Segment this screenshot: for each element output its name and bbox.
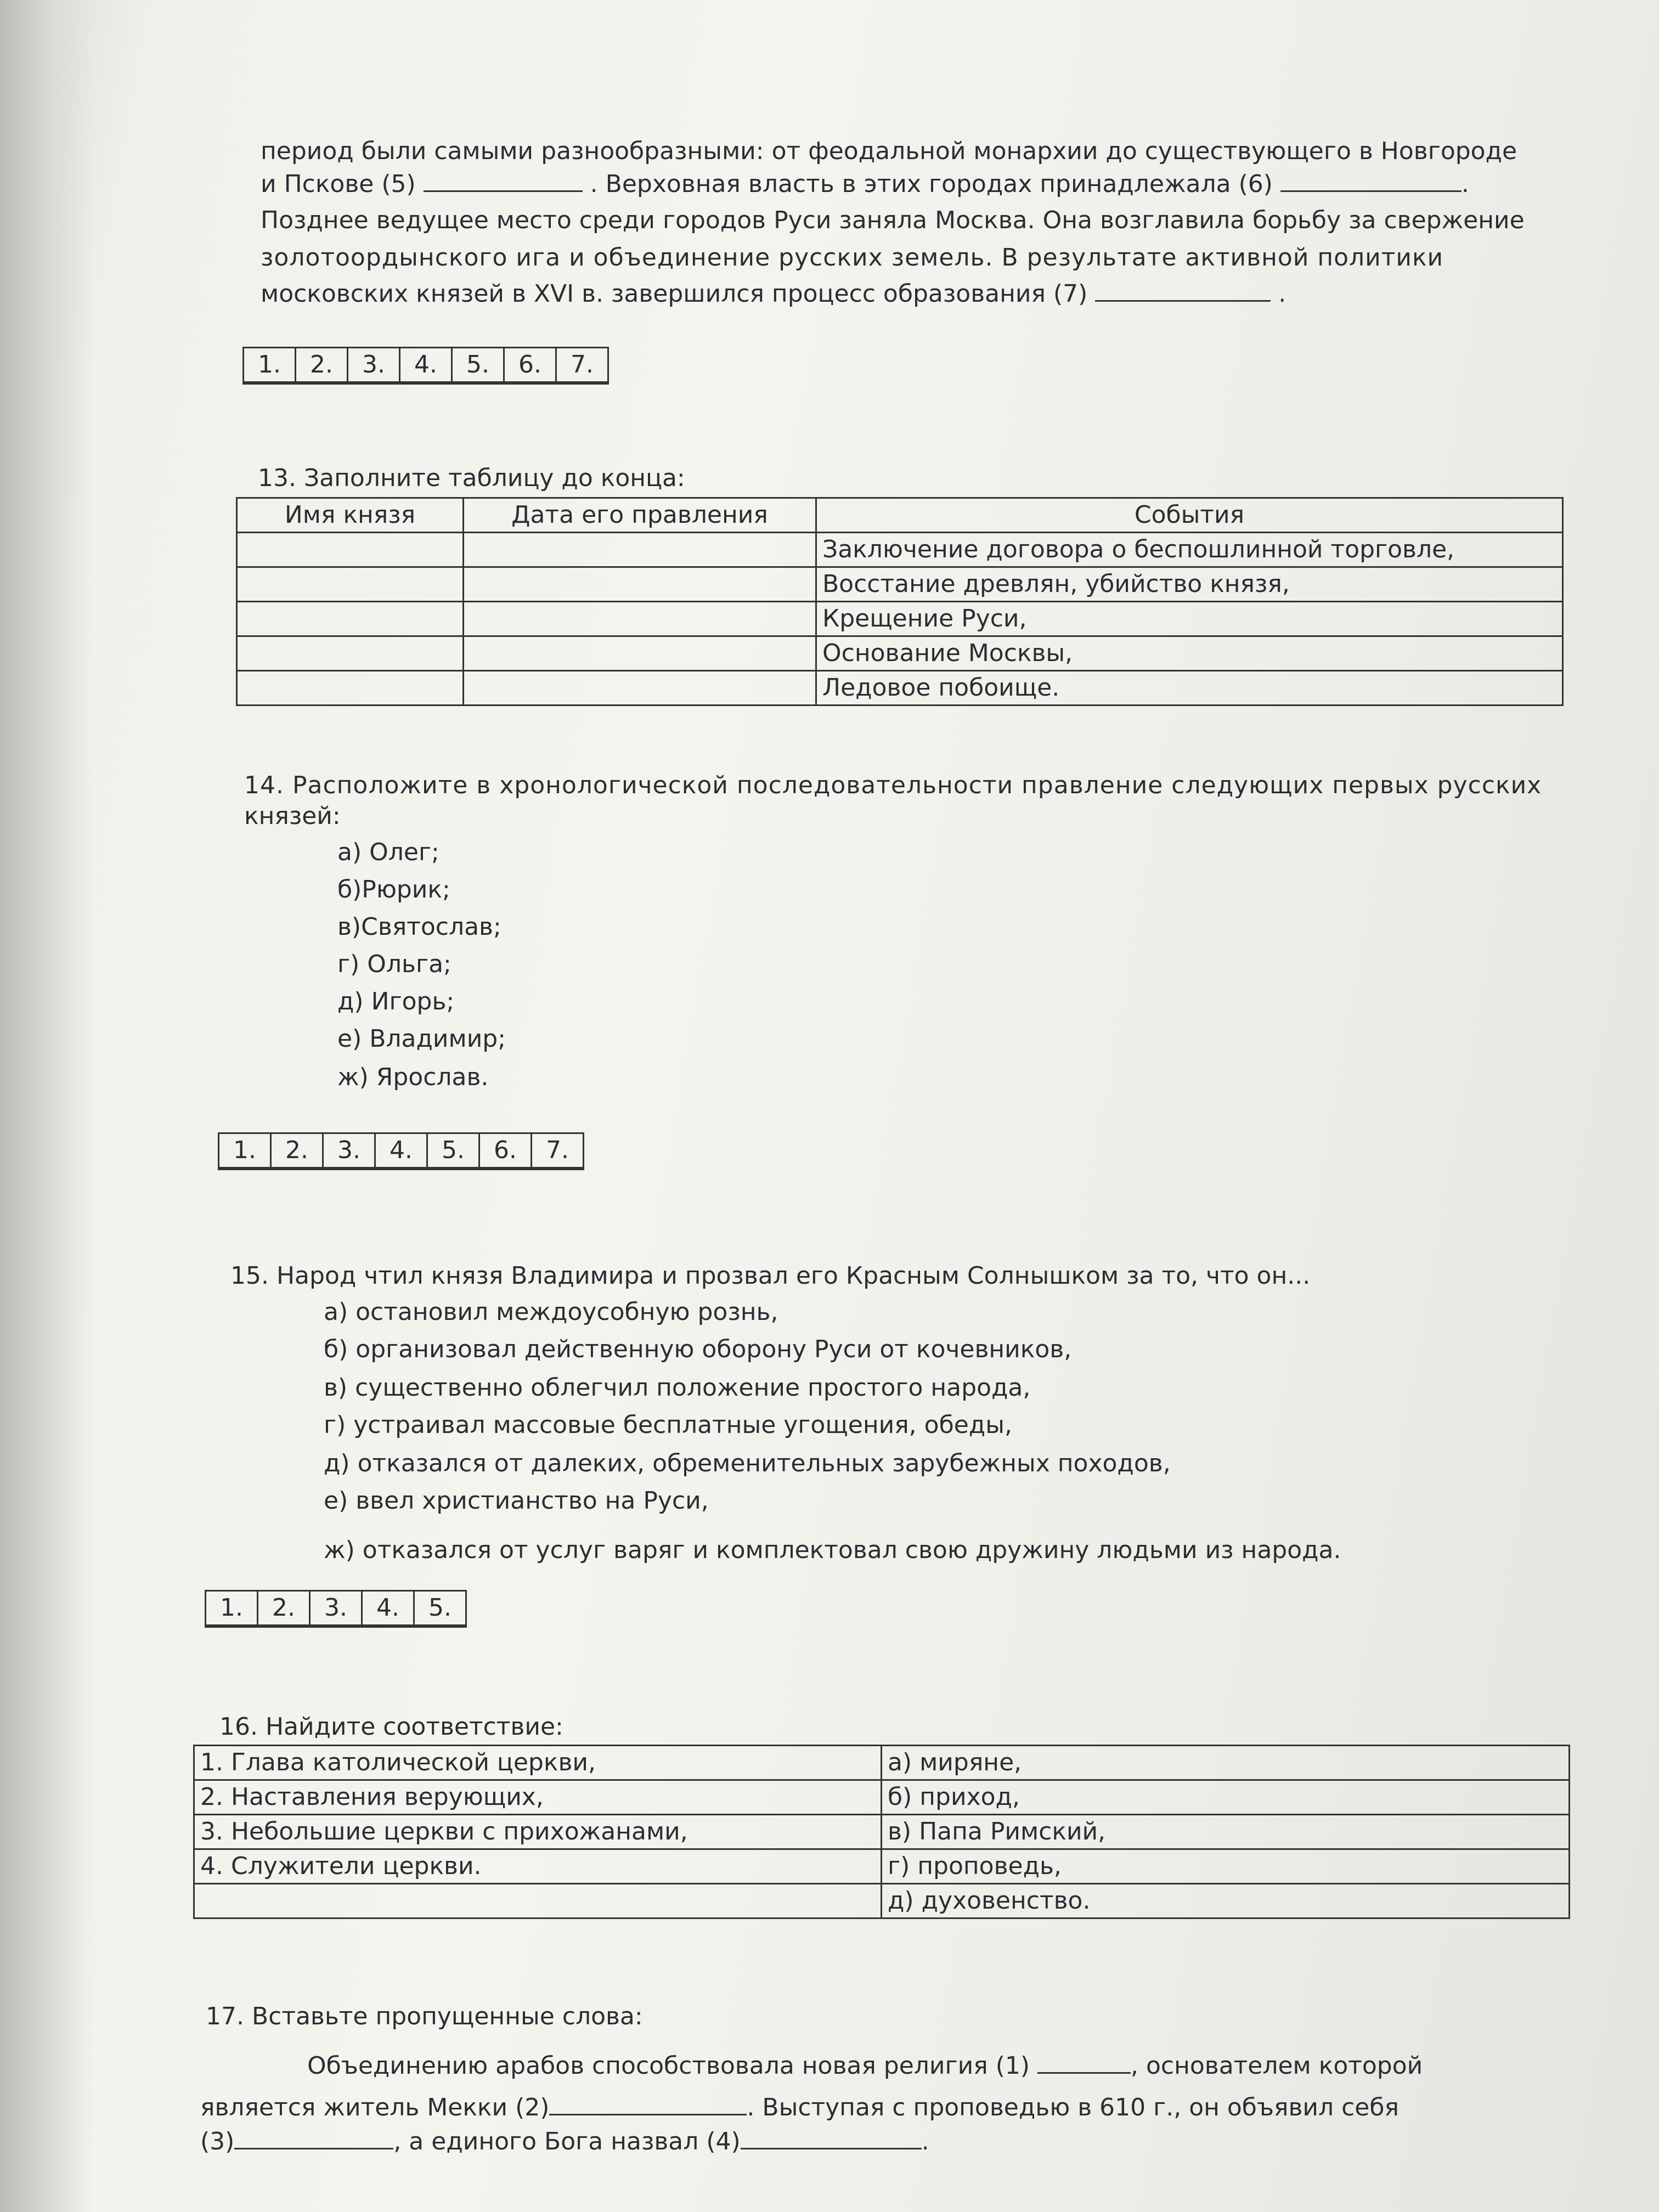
answer-cell-label: 4. (400, 348, 452, 382)
answer-cell-input[interactable] (258, 1626, 310, 1627)
blank-q17-4[interactable] (741, 2128, 922, 2149)
answer-cell-label: 6. (504, 348, 556, 382)
q13-name-cell[interactable] (237, 602, 464, 636)
answer-cell-label: 6. (479, 1133, 532, 1168)
q14-answer-header (219, 1133, 584, 1168)
answer-cell-label: 3. (310, 1591, 362, 1626)
q17-line-2-a: является житель Мекки (2) (200, 2094, 550, 2121)
q16-row (194, 1746, 1570, 1780)
answer-cell-label: 3. (348, 348, 400, 382)
blank-6[interactable] (1280, 171, 1462, 192)
q16-row (194, 1780, 1570, 1815)
answer-table-12-header (244, 348, 608, 382)
answer-cell-label: 3. (323, 1133, 375, 1168)
q14-answer-inputs (219, 1168, 584, 1170)
q13-name-cell[interactable] (237, 533, 464, 567)
q17-line-3-b: , а единого Бога назвал (4) (393, 2128, 741, 2155)
q13-header-events: События (816, 498, 1563, 533)
paragraph-line-5: московских князей в XVI в. завершился процесс образования (7) . (261, 280, 1286, 308)
q13-row (237, 636, 1563, 671)
answer-cell-input[interactable] (427, 1168, 479, 1170)
q13-date-cell[interactable] (464, 671, 816, 706)
q16-right-cell: г) проповедь, (882, 1849, 1570, 1884)
answer-cell-label: 7. (532, 1133, 584, 1168)
answer-cell-input[interactable] (206, 1626, 258, 1627)
q15-answer-table (205, 1590, 467, 1628)
q13-row (237, 602, 1563, 636)
q14-title-line-2: князей: (244, 802, 341, 830)
answer-cell-input[interactable] (296, 382, 348, 384)
answer-cell-input[interactable] (479, 1168, 532, 1170)
q14-option: ж) Ярослав. (337, 1063, 489, 1091)
q17-line-3 (200, 2125, 929, 2158)
q14-answer-table (218, 1132, 584, 1170)
q16-left-cell (194, 1884, 882, 1918)
q17-line-3-c: . (921, 2128, 929, 2155)
answer-cell-input[interactable] (414, 1626, 466, 1627)
blank-q17-2[interactable] (549, 2094, 747, 2115)
q16-title: 16. Найдите соответствие: (219, 1713, 563, 1741)
q15-answer-inputs (206, 1626, 466, 1627)
answer-cell-label: 2. (258, 1591, 310, 1626)
answer-cell-input[interactable] (244, 382, 296, 384)
q13-date-cell[interactable] (464, 636, 816, 671)
answer-cell-input[interactable] (219, 1168, 271, 1170)
paragraph-line-2: и Пскове (5) . Верховная власть в этих городах принадлежала (6) . (261, 170, 1469, 198)
q15-option: д) отказался от далеких, обременительных зарубежных походов, (324, 1449, 1171, 1477)
q14-title-line-1: 14. Расположите в хронологической последовательности правление следующих первых русских (244, 771, 1542, 799)
blank-5[interactable] (424, 171, 583, 192)
blank-7[interactable] (1095, 280, 1271, 302)
q13-header-date: Дата его правления (464, 498, 816, 533)
q17-line-3-a: (3) (200, 2128, 235, 2155)
q13-event-cell: Восстание древлян, убийство князя, (816, 567, 1563, 602)
blank-q17-1[interactable] (1037, 2052, 1131, 2074)
q15-option: в) существенно облегчил положение простого народа, (324, 1374, 1031, 1402)
answer-cell-label: 7. (556, 348, 608, 382)
q17-line-1-b: , основателем которой (1131, 2052, 1423, 2080)
q13-row (237, 533, 1563, 567)
q15-option: б) организовал действенную оборону Руси от кочевников, (324, 1335, 1072, 1363)
answer-cell-input[interactable] (348, 382, 400, 384)
q13-date-cell[interactable] (464, 533, 816, 567)
answer-cell-input[interactable] (452, 382, 504, 384)
q13-table (236, 497, 1564, 706)
paper-fold-shadow (0, 0, 93, 2212)
q15-answer-header (206, 1591, 466, 1626)
answer-cell-label: 2. (271, 1133, 323, 1168)
q16-right-cell: б) приход, (882, 1780, 1570, 1815)
answer-cell-label: 4. (362, 1591, 414, 1626)
answer-cell-input[interactable] (556, 382, 608, 384)
q16-right-cell: д) духовенство. (882, 1884, 1570, 1918)
q13-row (237, 671, 1563, 706)
q13-header-row (237, 498, 1563, 533)
q17-line-1-a: Объединению арабов способствовала новая религия (1) (307, 2052, 1037, 2080)
answer-cell-label: 1. (219, 1133, 271, 1168)
answer-cell-input[interactable] (375, 1168, 427, 1170)
paragraph-line-3: Позднее ведущее место среди городов Руси заняла Москва. Она возглавила борьбу за свержение (261, 206, 1525, 234)
q13-row (237, 567, 1563, 602)
q17-line-2-b: . Выступая с проповедью в 610 г., он объявил себя (747, 2094, 1399, 2121)
q13-event-cell: Крещение Руси, (816, 602, 1563, 636)
q17-title: 17. Вставьте пропущенные слова: (206, 2002, 643, 2030)
q17-line-2 (200, 2091, 1399, 2124)
answer-cell-label: 1. (244, 348, 296, 382)
q15-option: а) остановил междоусобную рознь, (324, 1298, 778, 1326)
q14-option: б)Рюрик; (337, 876, 450, 904)
q16-left-cell: 2. Наставления верующих, (194, 1780, 882, 1815)
answer-cell-input[interactable] (271, 1168, 323, 1170)
answer-cell-input[interactable] (323, 1168, 375, 1170)
blank-q17-3[interactable] (234, 2128, 393, 2149)
answer-cell-label: 4. (375, 1133, 427, 1168)
q13-header-name: Имя князя (237, 498, 464, 533)
q16-left-cell: 4. Служители церкви. (194, 1849, 882, 1884)
answer-cell-input[interactable] (400, 382, 452, 384)
q15-title: 15. Народ чтил князя Владимира и прозвал его Красным Солнышком за то, что он... (230, 1262, 1311, 1290)
q13-event-cell: Заключение договора о беспошлинной торговле, (816, 533, 1563, 567)
q14-option: в)Святослав; (337, 913, 501, 941)
answer-cell-label: 5. (414, 1591, 466, 1626)
answer-cell-label: 5. (427, 1133, 479, 1168)
answer-cell-input[interactable] (532, 1168, 584, 1170)
answer-cell-input[interactable] (310, 1626, 362, 1627)
answer-cell-input[interactable] (362, 1626, 414, 1627)
q16-row (194, 1815, 1570, 1849)
q16-left-cell: 3. Небольшие церкви с прихожанами, (194, 1815, 882, 1849)
q13-date-cell[interactable] (464, 602, 816, 636)
paragraph-line-4: золотоордынского ига и объединение русских земель. В результате активной политики (261, 244, 1444, 272)
q15-option: ж) отказался от услуг варяг и комплектовал свою дружину людьми из народа. (324, 1536, 1341, 1564)
answer-cell-label: 5. (452, 348, 504, 382)
q14-option: д) Игорь; (337, 988, 455, 1015)
q13-event-cell: Ледовое побоище. (816, 671, 1563, 706)
q15-option: г) устраивал массовые бесплатные угощения, обеды, (324, 1411, 1012, 1439)
paragraph-line-5-a: московских князей в XVI в. завершился процесс образования (7) (261, 280, 1096, 308)
paragraph-line-2-a: и Пскове (5) (261, 170, 424, 198)
q16-right-cell: а) миряне, (882, 1746, 1570, 1780)
q14-option: г) Ольга; (337, 950, 452, 978)
q13-title: 13. Заполните таблицу до конца: (258, 464, 685, 492)
q16-right-cell: в) Папа Римский, (882, 1815, 1570, 1849)
q16-row (194, 1884, 1570, 1918)
q14-option: а) Олег; (337, 838, 439, 866)
q15-option: е) ввел христианство на Руси, (324, 1487, 709, 1515)
q13-event-cell: Основание Москвы, (816, 636, 1563, 671)
q13-name-cell[interactable] (237, 567, 464, 602)
answer-table-12-inputs (244, 382, 608, 384)
q13-date-cell[interactable] (464, 567, 816, 602)
q13-name-cell[interactable] (237, 636, 464, 671)
answer-cell-label: 1. (206, 1591, 258, 1626)
q14-option: е) Владимир; (337, 1025, 506, 1053)
answer-table-12 (242, 347, 609, 385)
q16-row (194, 1849, 1570, 1884)
answer-cell-input[interactable] (504, 382, 556, 384)
q13-name-cell[interactable] (237, 671, 464, 706)
q16-left-cell: 1. Глава католической церкви, (194, 1746, 882, 1780)
paragraph-line-1: период были самыми разнообразными: от феодальной монархии до существующего в Новгороде (261, 137, 1517, 165)
q16-table (193, 1745, 1570, 1919)
paragraph-line-2-b: . Верховная власть в этих городах принадлежала (6) (590, 170, 1280, 198)
answer-cell-label: 2. (296, 348, 348, 382)
q17-line-1 (307, 2050, 1423, 2083)
